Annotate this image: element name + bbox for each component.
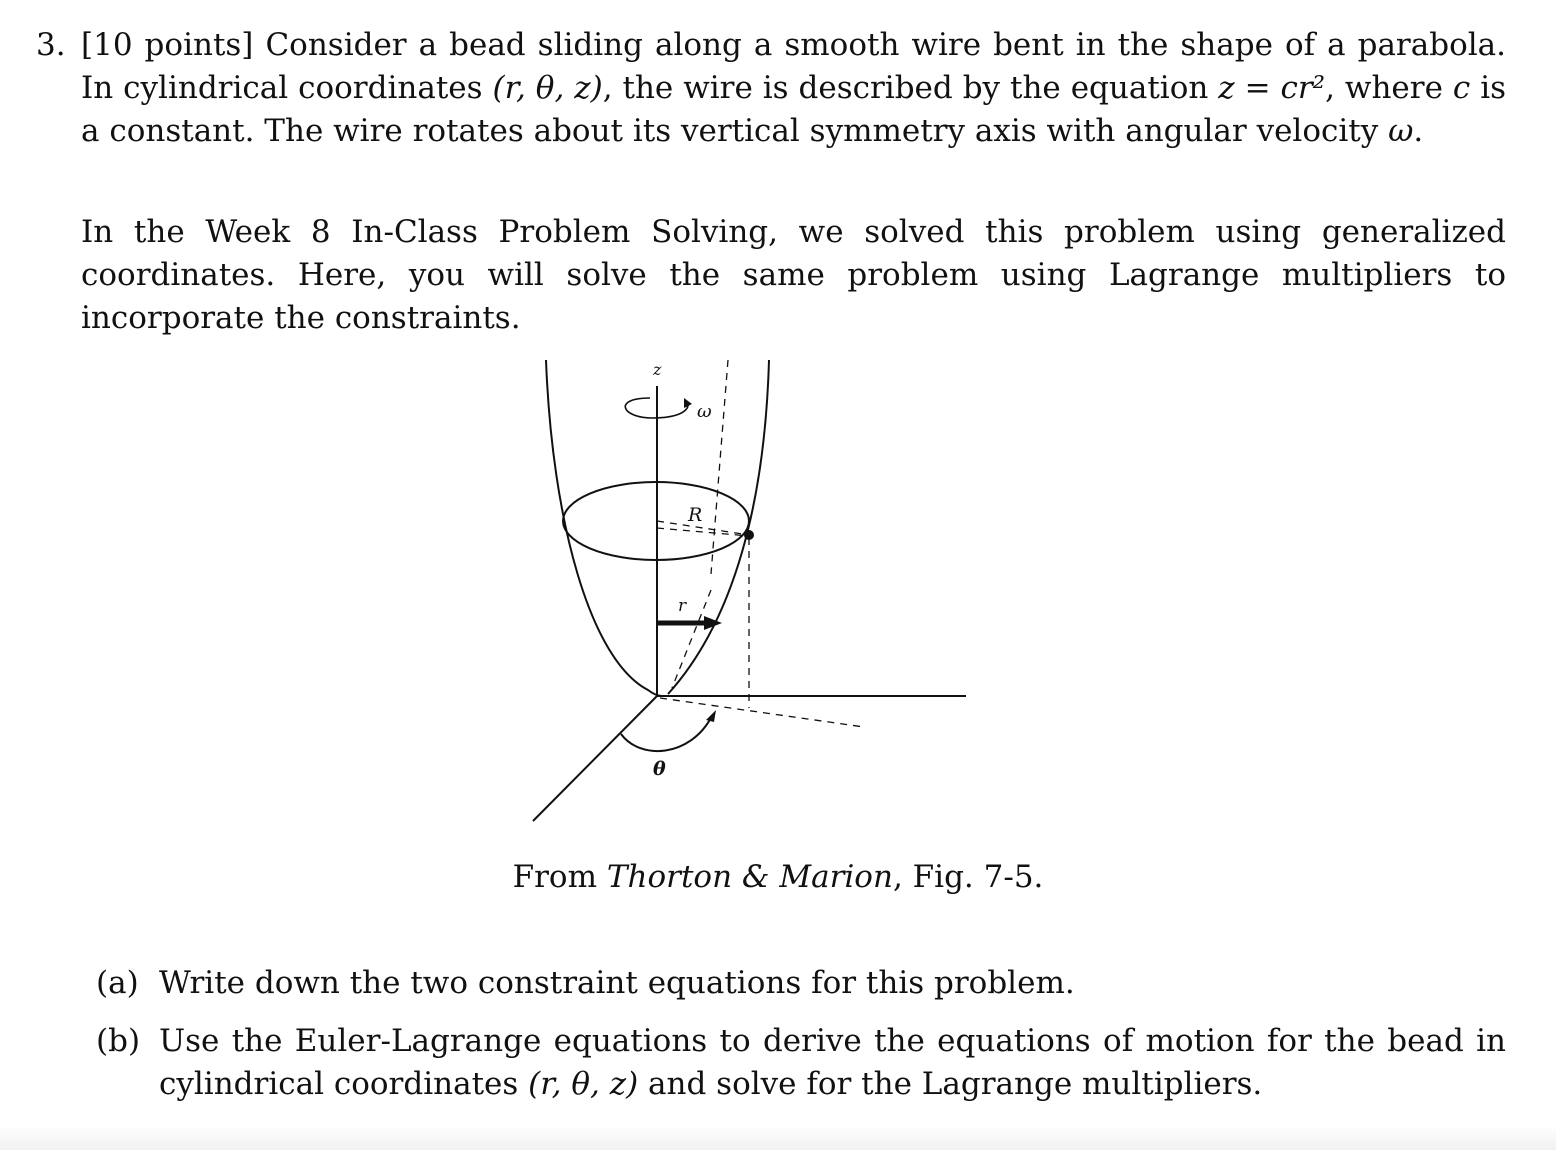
problem-paragraph-2: In the Week 8 In-Class Problem Solving, we solved this problem using generalized coordinates. Here, you will solve the same problem using Lagrange multipliers to incorporate the constraints. — [81, 214, 1506, 336]
intro-end: . — [1413, 113, 1424, 149]
part-b-label: (b) — [96, 1023, 141, 1059]
part-b-text-1: Use the Euler-Lagrange equations to derive the equations of motion for the bead in cylindrical coordinates — [159, 1023, 1506, 1102]
caption-suffix: , Fig. 7-5. — [892, 859, 1044, 895]
part-b-coords: (r, θ, z) — [528, 1066, 639, 1102]
z-axis-label: z — [653, 360, 662, 379]
part-a — [96, 962, 1506, 1005]
parabola-right-branch — [668, 360, 769, 694]
theta-label: θ — [653, 758, 666, 780]
part-b-text — [159, 1020, 1506, 1106]
figure-caption — [0, 856, 1556, 899]
part-b-text-2: and solve for the Lagrange multipliers. — [648, 1066, 1263, 1102]
intro-text-3: , where — [1325, 70, 1443, 106]
problem-points: [10 points] — [81, 27, 254, 63]
constant-symbol: c — [1452, 70, 1471, 106]
rotating-plane-vertical-line — [711, 360, 728, 574]
theta-arc — [621, 716, 712, 751]
base-projection-line — [660, 698, 864, 727]
omega-symbol: ω — [1388, 113, 1414, 149]
problem-number: 3. — [36, 27, 66, 63]
bottom-edge-shadow — [0, 1125, 1556, 1150]
caption-prefix: From — [512, 859, 597, 895]
part-b — [96, 1020, 1506, 1106]
R-label: R — [688, 504, 703, 526]
radius-R-diagonal — [657, 528, 749, 536]
intro-text-4: is a constant. The wire rotates about its vertical symmetry axis with angular velocity — [81, 70, 1507, 149]
rotating-parabola-figure — [520, 352, 980, 832]
intro-text-2: , the wire is described by the equation — [602, 70, 1209, 106]
problem-statement — [81, 24, 1506, 153]
bead-dot — [744, 530, 754, 540]
diagonal-axis-line — [533, 696, 657, 821]
parabola-equation: z = cr² — [1218, 70, 1326, 106]
coords-expression: (r, θ, z) — [492, 70, 603, 106]
theta-arrowhead — [706, 710, 716, 722]
omega-label: ω — [697, 401, 712, 422]
caption-source: Thorton & Marion — [606, 859, 893, 895]
part-a-label: (a) — [96, 965, 139, 1001]
r-label: r — [678, 596, 687, 616]
part-a-text: Write down the two constraint equations for this problem. — [159, 965, 1075, 1001]
radius-R-line — [657, 521, 749, 535]
intro-text-1: Consider a bead sliding along a smooth wire bent in the shape of a parabola. In cylindrical coordinates — [81, 27, 1506, 106]
